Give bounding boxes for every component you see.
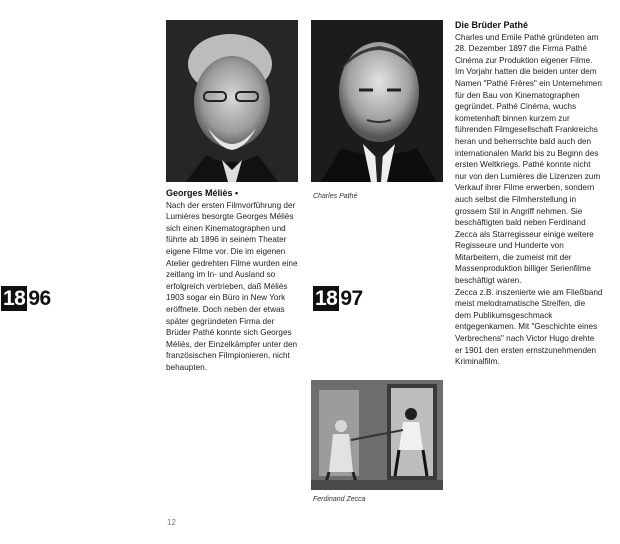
pathe-paragraph-1: Charles und Emile Pathé gründeten am 28. Dezember 1897 die Firma Pathé Cinéma zur Produktion eigener Filme. Im Vorjahr hatten die beiden unter dem Namen "Pathé Frères" ein Unternehmen für den Bau von Kinematographen gegründet. Pathé Cinéma, wuchs kometenhaft binnen kurzem zur führenden Filmgesellschaft Frankreichs heran und beherrschte bald auch den internationalen Markt bis zu Beginn des ersten Weltkriegs. Pathé konnte nicht nur von den Lumières die Lizenzen zum Verkauf ihrer Filme erwerben, sondern auch selbst die Filmherstellung in grossem Stil in Angriff nehmen. Sie beschäftigten bald neben Ferdinand Zecca als Starregisseur einige weitere Regisseure und Hunderte von Mitarbeitern, die zumeist mit der Massenproduktion billiger Serienfilme beschäftigt waren. [455,32,602,286]
melies-heading: Georges Méliès • [166,188,239,198]
year-1896-box: 18 [3,287,26,310]
melies-body: Nach der ersten Filmvorführung der Lumières besorgte Georges Méliès sich einen Kinematographen und führte ab 1896 in seinem Theater eigene Filme vor. Die im eigenen Atelier gedrehten Filme wurden eine zeitlang im In- und Ausland so erfolgreich vertrieben, daß Méliès 1903 sogar ein Büro in New York eröffnete. Doch neben der etwas später gegründeten Firma der Brüder Pathé konnte sich Georges Méliès, der Einzelkämpfer unter den französischen Filmpionieren, nicht behaupten. [166,200,298,372]
charles-pathe-portrait [311,20,443,182]
pathe-paragraph-2: Zecca z.B. inszenierte wie am Fließband meist melodramatische Streifen, die dem Publikumsgeschmack entgegenkamen. Mit "Geschichte eines Verbrechens" nach Victor Hugo drehte er 1901 den ersten ernstzunehmenden Kriminalfilm. [455,287,603,367]
page-number: 12 [167,518,176,527]
melies-text-column [166,188,298,374]
year-1897-marker [313,286,363,311]
year-1896-marker [1,286,51,311]
pathe-text-column [455,20,603,368]
melies-portrait [166,20,298,182]
ferdinand-zecca-photo [311,380,443,490]
year-1897-box: 18 [315,287,338,310]
ferdinand-zecca-caption: Ferdinand Zecca [313,496,366,503]
year-1897-rest: 97 [340,286,363,310]
year-1896-rest: 96 [28,286,51,310]
charles-pathe-caption: Charles Pathé [313,193,358,200]
pathe-heading: Die Brüder Pathé [455,20,529,30]
